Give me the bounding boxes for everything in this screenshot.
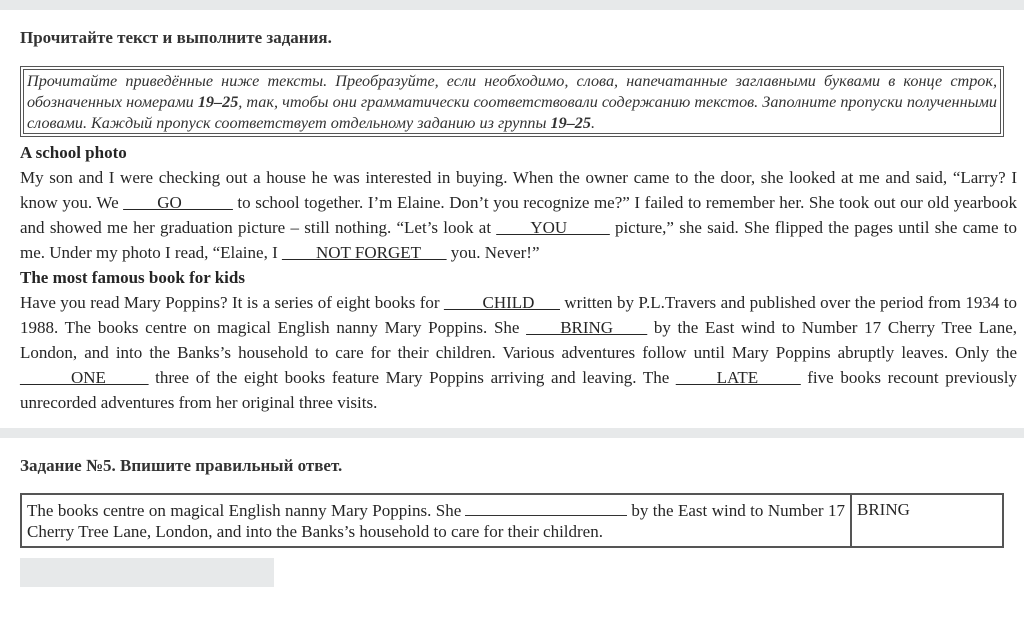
text1-sentence-2: to school together. I’m Elaine. Don’t you recognize me?” I failed to remember her. She took out our old yearbook and showed me her graduation picture – still nothing. “Let’s look at bbox=[20, 193, 1017, 237]
section-divider bbox=[0, 428, 1024, 438]
text2-sentence-2: written by P.L.Travers and published over the period from 1934 to 1988. The books centre on magical English nanny Mary Poppins. She bbox=[20, 293, 1017, 337]
task-question-after: by the East wind to Number 17 Cherry Tree Lane, London, and into the Banks’s household to care for their children. bbox=[27, 501, 845, 541]
instructions-part1: Прочитайте приведённые ниже тексты. Преобразуйте, если необходимо, слова, напечатанные заглавными буквами в конце строк, обозначенных номерами bbox=[27, 72, 997, 111]
page-heading: Прочитайте текст и выполните задания. bbox=[20, 28, 332, 47]
text2-sentence-5: five books recount previously unrecorded adventures from her original three visits. bbox=[20, 368, 1017, 412]
instructions-part3: . bbox=[590, 114, 596, 132]
answer-table bbox=[20, 493, 1004, 548]
submit-button[interactable] bbox=[20, 558, 274, 587]
gap-you: ____YOU_____ bbox=[496, 218, 610, 237]
text1-title: A school photo bbox=[20, 143, 127, 162]
text2-sentence-3: by the East wind to Number 17 Cherry Tree Lane, London, and into the Banks’s household to care for their children. Various adventures follow until Mary Poppins abruptly leaves. Only the bbox=[20, 318, 1018, 362]
text2-title: The most famous book for kids bbox=[20, 268, 245, 287]
instructions-range2: 19–25 bbox=[550, 114, 591, 132]
answer-row bbox=[21, 494, 1003, 547]
gap-child: ____ CHILD___ bbox=[444, 293, 560, 312]
task-question bbox=[21, 494, 851, 547]
instructions-text bbox=[23, 69, 1001, 134]
gap-go: ____GO______ bbox=[123, 193, 233, 212]
gap-late: ____ LATE_____ bbox=[675, 368, 801, 387]
text1-sentence-4: you. Never!” bbox=[446, 243, 540, 262]
instructions-part2: , так, чтобы они грамматически соответствовали содержанию текстов. Заполните пропуски полученными словами. Каждый пропуск соответствует отдельному заданию из группы bbox=[27, 93, 997, 132]
text1-sentence-3: picture,” she said. She flipped the pages until she came to me. Under my photo I read, “Elaine, I bbox=[20, 218, 1017, 262]
text1-sentence-1: My son and I were checking out a house he was interested in buying. When the owner came to the door, she looked at me and said, “Larry? I know you. We bbox=[20, 168, 1017, 212]
instructions-box bbox=[20, 66, 1004, 137]
text1-paragraph bbox=[20, 165, 1017, 265]
task-answer: BRING bbox=[851, 494, 1003, 547]
text2-paragraph bbox=[20, 290, 1017, 415]
task-heading: Задание №5. Впишите правильный ответ. bbox=[20, 456, 343, 475]
answer-blank bbox=[465, 499, 627, 516]
instructions-range1: 19–25 bbox=[197, 93, 239, 111]
gap-not-forget: ____NOT FORGET___ bbox=[282, 243, 447, 262]
reading-texts bbox=[20, 140, 1017, 415]
text2-sentence-4: three of the eight books feature Mary Poppins arriving and leaving. The bbox=[148, 368, 676, 387]
task-question-before: The books centre on magical English nanny Mary Poppins. She bbox=[27, 501, 462, 520]
gap-bring: ____BRING____ bbox=[526, 318, 648, 337]
text2-sentence-1: Have you read Mary Poppins? It is a series of eight books for bbox=[20, 293, 445, 312]
gap-one: ______ONE_____ bbox=[20, 368, 149, 387]
top-divider-bar bbox=[0, 0, 1024, 10]
